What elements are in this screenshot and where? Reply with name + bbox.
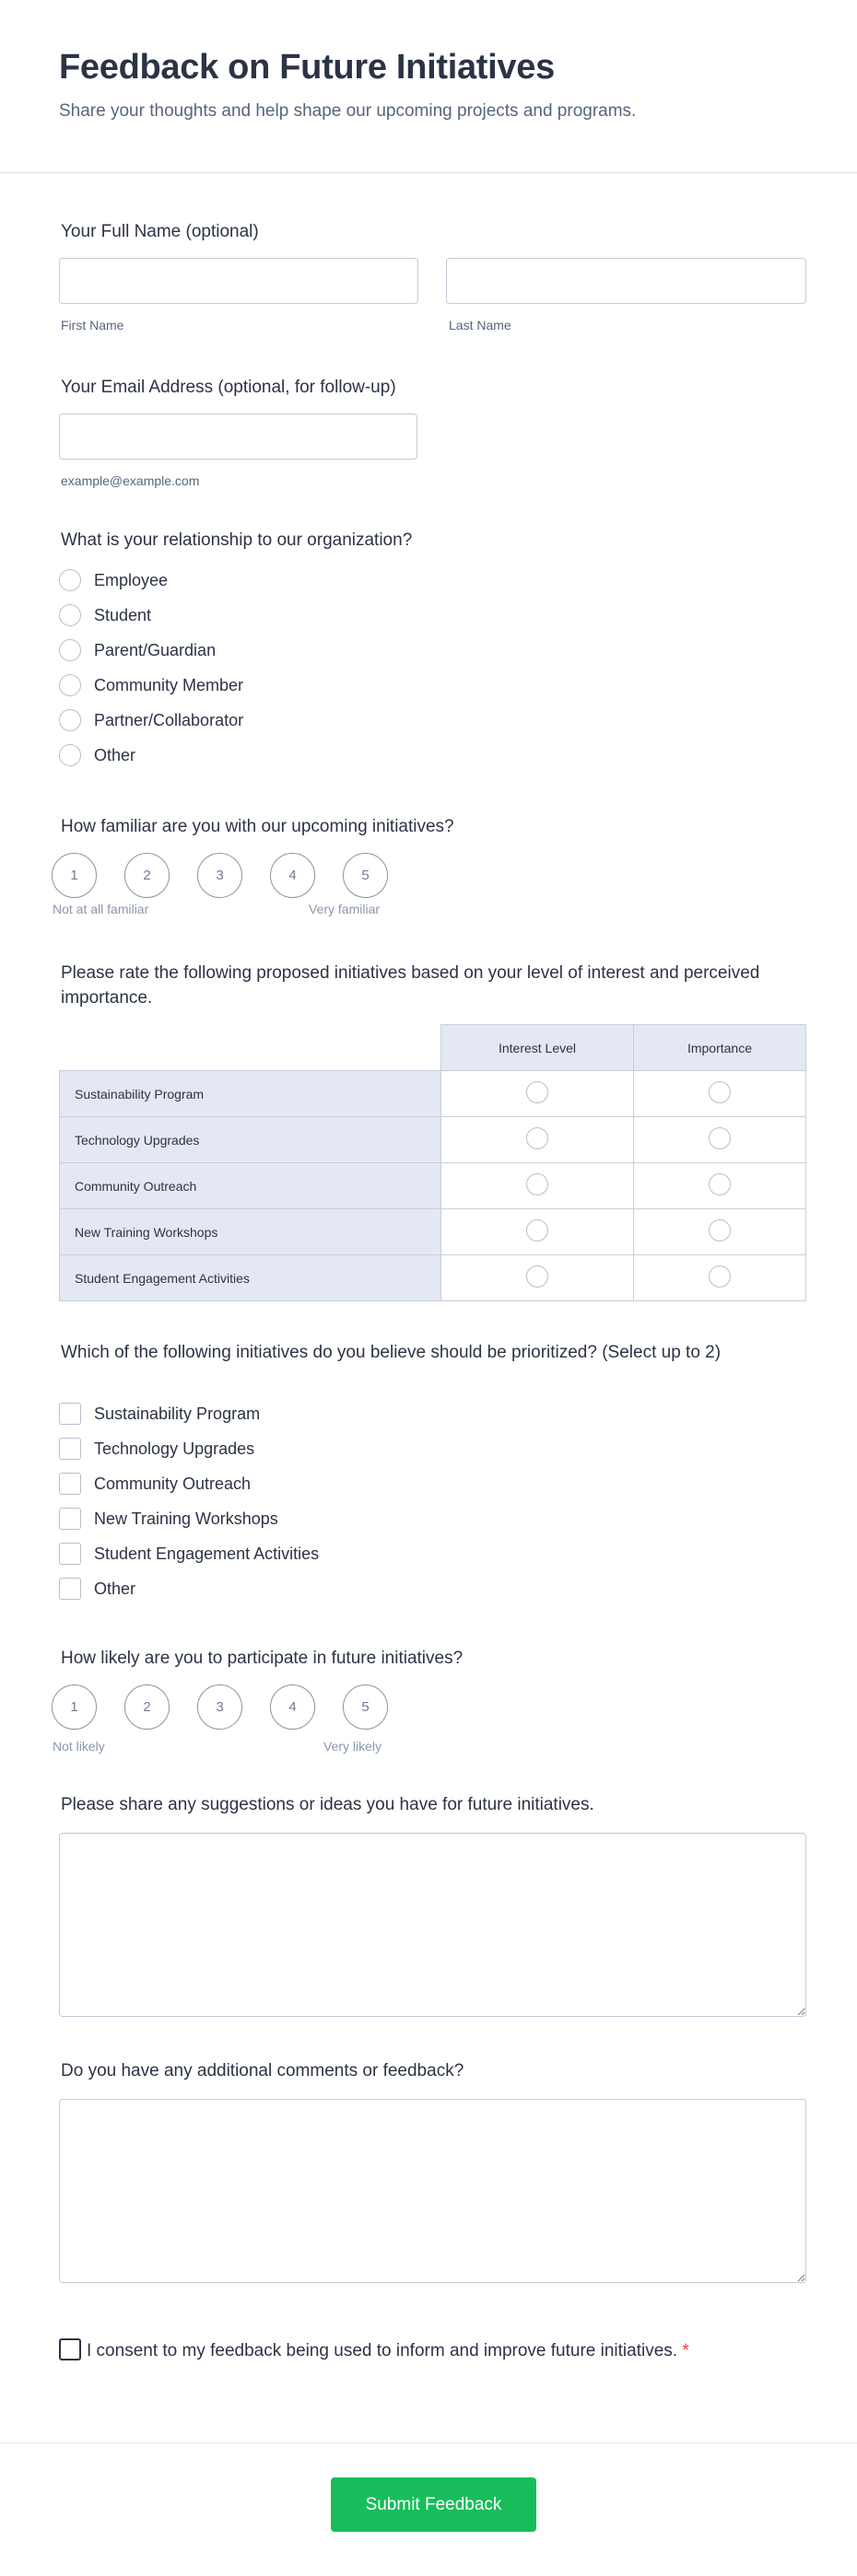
email-sublabel: example@example.com <box>61 473 200 488</box>
suggestions-label: Please share any suggestions or ideas you have for future initiatives. <box>61 1795 594 1814</box>
priority-option[interactable] <box>59 1577 319 1601</box>
checkbox[interactable] <box>59 1438 81 1460</box>
priority-options <box>59 1402 319 1601</box>
relationship-option[interactable] <box>59 638 243 662</box>
option-label: Other <box>94 745 136 764</box>
radio-button[interactable] <box>526 1127 548 1149</box>
scale-option-1[interactable]: 1 <box>52 1684 97 1730</box>
relationship-option[interactable] <box>59 673 243 697</box>
matrix-column-header: Importance <box>634 1025 806 1071</box>
radio-button[interactable] <box>526 1081 548 1103</box>
radio-button[interactable] <box>526 1173 548 1195</box>
matrix-row <box>60 1071 806 1117</box>
scale-option-2[interactable]: 2 <box>124 853 170 898</box>
scale-option-5[interactable]: 5 <box>343 1684 388 1730</box>
radio-button[interactable] <box>59 709 81 731</box>
matrix-row <box>60 1163 806 1209</box>
page-title: Feedback on Future Initiatives <box>59 48 555 87</box>
footer-divider <box>0 2442 857 2443</box>
familiarity-min-label: Not at all familiar <box>53 902 149 916</box>
comments-textarea[interactable] <box>59 2099 806 2283</box>
matrix-corner <box>60 1025 441 1071</box>
relationship-option[interactable] <box>59 603 243 627</box>
matrix-row <box>60 1117 806 1163</box>
scale-option-3[interactable]: 3 <box>197 1684 242 1730</box>
last-name-input[interactable] <box>446 258 806 304</box>
matrix-column-header: Interest Level <box>441 1025 634 1071</box>
option-label: Community Member <box>94 675 244 694</box>
priority-option[interactable] <box>59 1507 319 1531</box>
likelihood-scale <box>52 1684 388 1730</box>
suggestions-textarea[interactable] <box>59 1833 806 2017</box>
relationship-label: What is your relationship to our organization? <box>61 530 413 550</box>
radio-button[interactable] <box>709 1219 731 1241</box>
matrix-row-label: Technology Upgrades <box>60 1117 441 1163</box>
scale-option-3[interactable]: 3 <box>197 853 242 898</box>
consent-label: I consent to my feedback being used to inform and improve future initiatives. <box>87 2341 678 2360</box>
radio-button[interactable] <box>709 1265 731 1288</box>
radio-button[interactable] <box>709 1127 731 1149</box>
matrix-label: Please rate the following proposed initiatives based on your level of interest and perceived importance. <box>61 963 760 1008</box>
radio-button[interactable] <box>709 1081 731 1103</box>
matrix-row <box>60 1255 806 1301</box>
radio-button[interactable] <box>59 569 81 591</box>
radio-button[interactable] <box>709 1173 731 1195</box>
option-label: Student <box>94 605 152 624</box>
consent-checkbox[interactable] <box>59 2338 81 2360</box>
page-subtitle: Share your thoughts and help shape our upcoming projects and programs. <box>59 101 637 121</box>
matrix-row-label: Community Outreach <box>60 1163 441 1209</box>
matrix-row-label: Sustainability Program <box>60 1071 441 1117</box>
relationship-options <box>59 568 243 767</box>
matrix-header-row <box>60 1025 806 1071</box>
submit-button[interactable]: Submit Feedback <box>331 2477 536 2532</box>
option-label: Parent/Guardian <box>94 640 217 659</box>
checkbox[interactable] <box>59 1508 81 1530</box>
radio-button[interactable] <box>526 1219 548 1241</box>
checkbox[interactable] <box>59 1403 81 1425</box>
required-mark: * <box>682 2341 689 2360</box>
priority-option[interactable] <box>59 1402 319 1426</box>
email-input[interactable] <box>59 414 417 460</box>
radio-button[interactable] <box>526 1265 548 1288</box>
matrix-row <box>60 1209 806 1255</box>
checkbox[interactable] <box>59 1543 81 1565</box>
first-name-input[interactable] <box>59 258 418 304</box>
initiatives-matrix <box>59 1024 806 1301</box>
option-label: Partner/Collaborator <box>94 710 244 729</box>
priority-option[interactable] <box>59 1437 319 1461</box>
scale-option-4[interactable]: 4 <box>270 853 315 898</box>
relationship-option[interactable] <box>59 708 243 732</box>
familiarity-scale <box>52 853 388 898</box>
familiarity-max-label: Very familiar <box>309 902 381 916</box>
priority-option[interactable] <box>59 1472 319 1496</box>
option-label: Student Engagement Activities <box>94 1544 320 1563</box>
matrix-row-label: Student Engagement Activities <box>60 1255 441 1301</box>
likelihood-max-label: Very likely <box>323 1739 382 1754</box>
likelihood-min-label: Not likely <box>53 1739 105 1754</box>
likelihood-label: How likely are you to participate in future initiatives? <box>61 1649 464 1668</box>
radio-button[interactable] <box>59 639 81 661</box>
option-label: New Training Workshops <box>94 1509 278 1528</box>
priority-label: Which of the following initiatives do you believe should be prioritized? (Select up to 2) <box>61 1343 722 1362</box>
checkbox[interactable] <box>59 1578 81 1600</box>
checkbox[interactable] <box>59 1473 81 1495</box>
radio-button[interactable] <box>59 744 81 766</box>
option-label: Community Outreach <box>94 1474 252 1493</box>
scale-option-1[interactable]: 1 <box>52 853 97 898</box>
consent-field <box>59 2338 704 2363</box>
scale-option-4[interactable]: 4 <box>270 1684 315 1730</box>
relationship-option[interactable] <box>59 743 243 767</box>
radio-button[interactable] <box>59 674 81 696</box>
matrix-row-label: New Training Workshops <box>60 1209 441 1255</box>
first-name-sublabel: First Name <box>61 318 124 332</box>
option-label: Technology Upgrades <box>94 1439 255 1458</box>
last-name-sublabel: Last Name <box>449 318 511 332</box>
scale-option-2[interactable]: 2 <box>124 1684 170 1730</box>
option-label: Other <box>94 1579 136 1598</box>
familiarity-label: How familiar are you with our upcoming initiatives? <box>61 817 454 836</box>
option-label: Sustainability Program <box>94 1404 261 1423</box>
email-label: Your Email Address (optional, for follow-up) <box>61 378 396 397</box>
scale-option-5[interactable]: 5 <box>343 853 388 898</box>
radio-button[interactable] <box>59 604 81 626</box>
full-name-label: Your Full Name (optional) <box>61 222 259 241</box>
comments-label: Do you have any additional comments or feedback? <box>61 2061 464 2081</box>
header-divider <box>0 172 857 173</box>
priority-option[interactable] <box>59 1542 319 1566</box>
relationship-option[interactable] <box>59 568 243 592</box>
option-label: Employee <box>94 570 169 589</box>
